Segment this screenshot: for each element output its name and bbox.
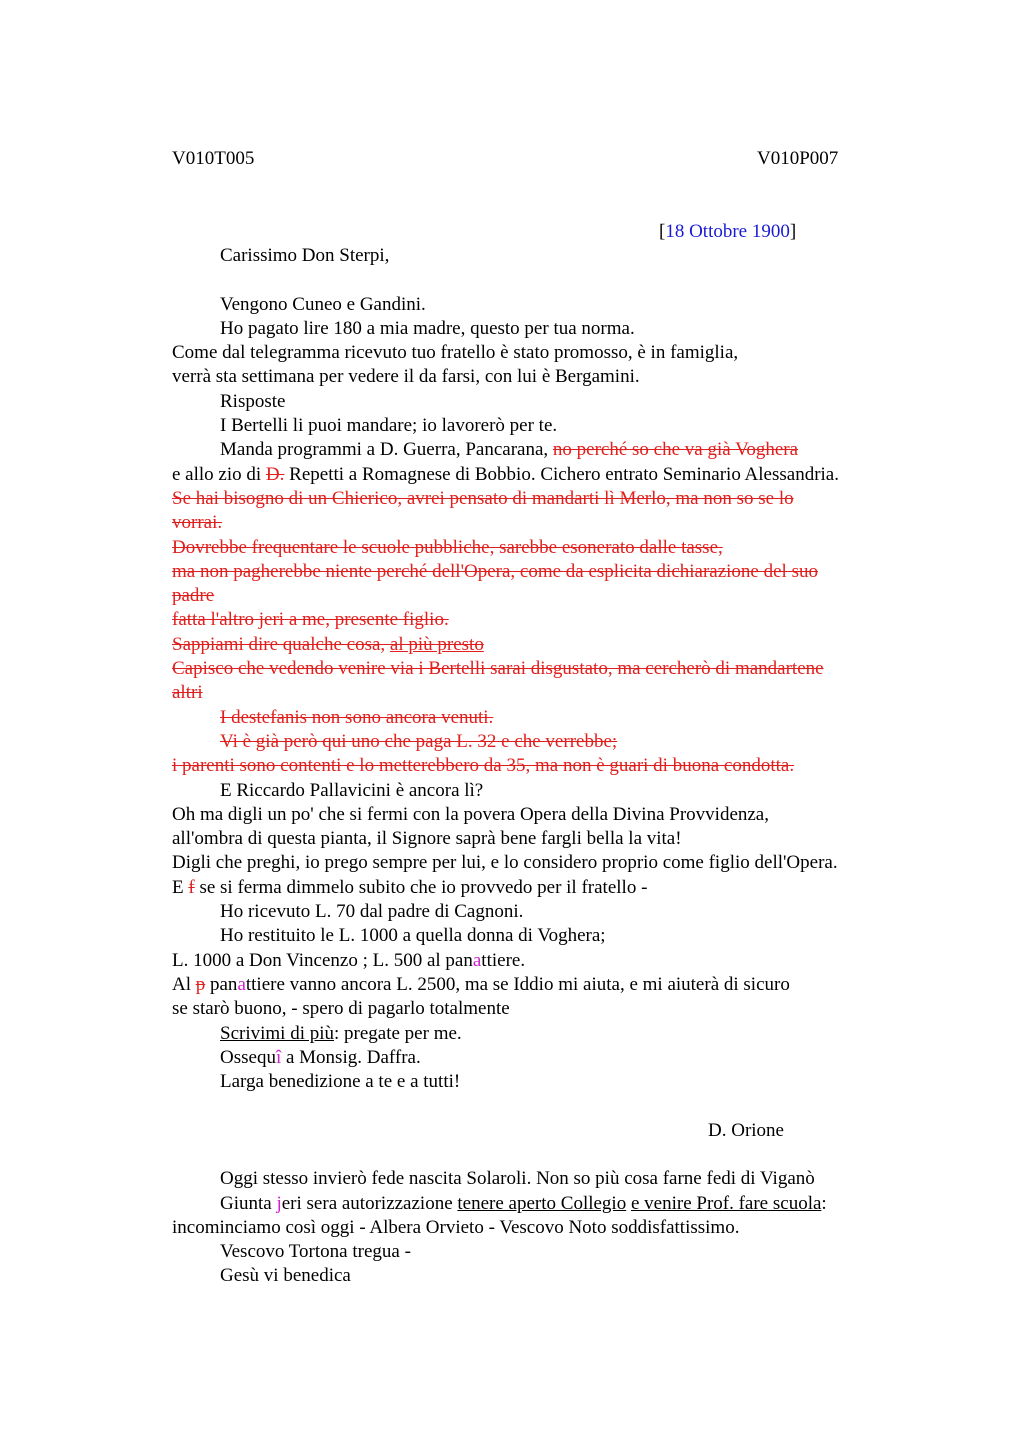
- deleted-text: D.: [265, 463, 285, 485]
- letter-body: [172, 244, 952, 1289]
- letter-date: [18 Ottobre 1900]: [659, 221, 797, 242]
- text-line: Ho ricevuto L. 70 dal padre di Cagnoni.: [220, 901, 524, 923]
- text-line: Ho restituito le L. 1000 a quella donna di Voghera;: [220, 925, 606, 947]
- text-line: Scrivimi di più: pregate per me.: [220, 1022, 462, 1044]
- inserted-letter: a: [472, 949, 482, 971]
- text-line: e allo zio di D. Repetti a Romagnese di Bobbio. Cichero entrato Seminario Alessandria.: [172, 463, 839, 485]
- deleted-line: altri: [172, 682, 203, 704]
- inserted-letter: j: [276, 1192, 282, 1214]
- text-line: Manda programmi a D. Guerra, Pancarana, no perché so che va già Voghera: [220, 439, 799, 461]
- text-line: Oh ma digli un po' che si fermi con la povera Opera della Divina Provvidenza,: [172, 803, 769, 825]
- deleted-text: I destefanis non sono ancora venuti.: [220, 706, 494, 728]
- text-line: E Riccardo Pallavicini è ancora lì?: [220, 779, 484, 801]
- text-line: all'ombra di questa pianta, il Signore saprà bene fargli bella la vita!: [172, 828, 682, 850]
- deleted-line: ma non pagherebbe niente perché dell'Opera, come da esplicita dichiarazione del suo: [172, 560, 818, 582]
- postscript-line: incominciamo così oggi - Albera Orvieto - Vescovo Noto soddisfattissimo.: [172, 1216, 740, 1238]
- deleted-line: fatta l'altro jeri a me, presente figlio.: [172, 609, 449, 631]
- deleted-line-wrap: [172, 730, 952, 754]
- deleted-line: i parenti sono contenti e lo metterebbero da 35, ma non è guari di buona condotta.: [172, 755, 795, 777]
- greeting: Carissimo Don Sterpi,: [220, 245, 390, 266]
- text-line: L. 1000 a Don Vincenzo ; L. 500 al panattiere.: [172, 949, 526, 971]
- postscript-line: Giunta jeri sera autorizzazione tenere aperto Collegio e venire Prof. fare scuola:: [220, 1192, 827, 1214]
- inserted-letter: a: [237, 973, 246, 995]
- archive-code-right: V010P007: [757, 148, 839, 169]
- deleted-line: Dovrebbe frequentare le scuole pubbliche, sarebbe esonerato dalle tasse,: [172, 536, 723, 558]
- deleted-text: no perché so che va già Voghera: [552, 439, 799, 461]
- underlined-text: Scrivimi di più: [220, 1022, 334, 1044]
- text-line: Come dal telegramma ricevuto tuo fratello è stato promosso, è in famiglia,: [172, 342, 739, 364]
- text-line: Larga benedizione a te e a tutti!: [220, 1071, 461, 1093]
- text-line: se starò buono, - spero di pagarlo totalmente: [172, 998, 510, 1020]
- text-line: Risposte: [220, 390, 286, 412]
- deleted-line: padre: [172, 585, 215, 607]
- underlined-deleted-text: al più presto: [389, 633, 484, 655]
- postscript-line: Gesù vi benedica: [220, 1265, 351, 1287]
- text-line: Ho pagato lire 180 a mia madre, questo per tua norma.: [220, 317, 635, 339]
- signature: D. Orione: [708, 1119, 784, 1141]
- underlined-text: tenere aperto Collegio: [457, 1192, 627, 1214]
- deleted-text: Vi è già però qui uno che paga L. 32 e che verrebbe;: [220, 730, 618, 752]
- date-value: 18 Ottobre 1900: [665, 221, 790, 242]
- deleted-text: f: [188, 876, 195, 898]
- text-line: Ossequî a Monsig. Daffra.: [220, 1046, 421, 1068]
- text-line: I Bertelli li puoi mandare; io lavorerò per te.: [220, 415, 558, 437]
- text-line: Digli che preghi, io prego sempre per lui, e lo considero proprio come figlio dell'Opera.: [172, 852, 838, 874]
- inserted-letter: î: [275, 1046, 282, 1068]
- deleted-line: Capisco che vedendo venire via i Bertelli sarai disgustato, ma cercherò di mandartene: [172, 658, 824, 680]
- deleted-line: Se hai bisogno di un Chierico, avrei pensato di mandarti lì Merlo, ma non so se lo: [172, 487, 794, 509]
- deleted-text: p: [195, 973, 206, 995]
- archive-code-left: V010T005: [172, 148, 255, 169]
- deleted-line: vorrai.: [172, 512, 223, 534]
- deleted-line: Sappiami dire qualche cosa, al più presto: [172, 633, 484, 655]
- text-line: verrà sta settimana per vedere il da farsi, con lui è Bergamini.: [172, 366, 640, 388]
- postscript-line: Vescovo Tortona tregua -: [220, 1241, 411, 1263]
- text-line: Vengono Cuneo e Gandini.: [220, 293, 426, 315]
- text-line: E f se si ferma dimmelo subito che io provvedo per il fratello -: [172, 876, 648, 898]
- text-line: Al p panattiere vanno ancora L. 2500, ma se Iddio mi aiuta, e mi aiuterà di sicuro: [172, 973, 790, 995]
- postscript-line: Oggi stesso invierò fede nascita Solaroli. Non so più cosa farne fedi di Viganò: [220, 1168, 815, 1190]
- deleted-line-wrap: [172, 706, 952, 730]
- underlined-text: e venire Prof. fare scuola: [630, 1192, 822, 1214]
